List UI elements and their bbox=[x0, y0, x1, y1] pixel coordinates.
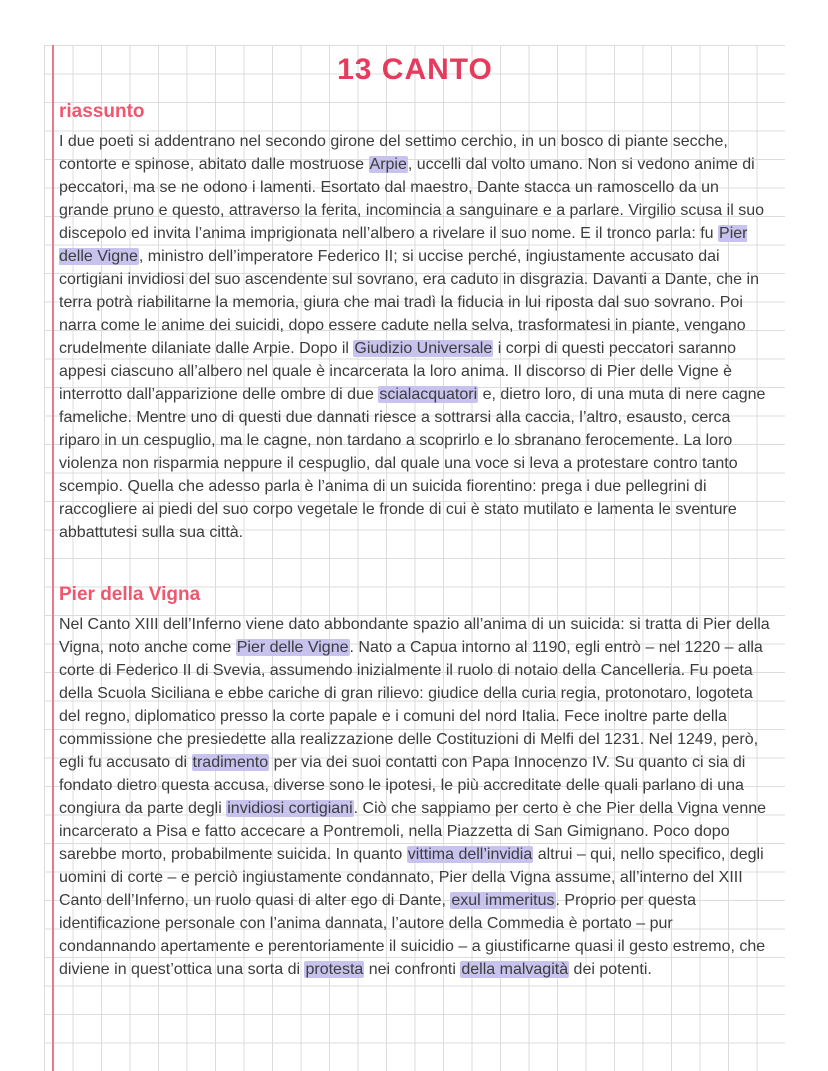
plain-text: . Proprio per questa identificazione personale con l’anima dannata, l’autore della Commedia è portato – pur condannando apertamente e perentoriamente il suicidio – a giustificarne quasi il gesto estremo, che diviene in quest’ottica una sorta di bbox=[59, 892, 766, 978]
plain-text: nei confronti bbox=[364, 961, 461, 978]
highlighted-text: Pier delle Vigne bbox=[236, 639, 349, 656]
plain-text: per via dei suoi contatti con Papa Innocenzo IV. Su quanto ci sia di fondato dietro questa accusa, diverse sono le ipotesi, le più accreditate delle quali parlano di una congiura da parte degli bbox=[59, 754, 746, 817]
plain-text: e, dietro loro, di una muta di nere cagne fameliche. Mentre uno di questi due dannati riesce a sottrarsi alla caccia, l’altro, esausto, cerca riparo in un cespuglio, ma le cagne, non tardano a scoprirlo e lo sbranano ferocemente. La loro violenza non risparmia neppure il cespuglio, dal quale una voce si leva a protestare contro tanto scempio. Quella che adesso parla è l’anima di un suicida fiorentino: prega i due pellegrini di raccogliere ai piedi del suo corpo vegetale le fronde di cui è stato mutilato e lamenta le sventure abbattutesi sulla sua città. bbox=[59, 386, 766, 541]
plain-text: i corpi di questi peccatori saranno appesi ciascuno all’albero nel quale è incarcerata la loro anima. Il discorso di Pier delle Vigne è interrotto dall’apparizione delle ombre di due bbox=[59, 340, 737, 403]
highlighted-text: Giudizio Universale bbox=[354, 340, 493, 357]
section-heading-riassunto: riassunto bbox=[59, 101, 145, 122]
riassunto-paragraph bbox=[59, 130, 771, 544]
plain-text: , ministro dell’imperatore Federico II; si uccise perché, ingiustamente accusato dai cortigiani invidiosi del suo ascendente sul sovrano, era caduto in disgrazia. Davanti a Dante, che in terra potrà riabilitarne la memoria, giura che mai tradì la fiducia in lui riposta dal suo sovrano. Poi narra come le anime dei suicidi, dopo essere cadute nella selva, trasformatesi in piante, vengano crudelmente dilaniate dalle Arpie. Dopo il bbox=[59, 248, 759, 357]
highlighted-text: invidiosi cortigiani bbox=[227, 800, 353, 817]
plain-text: I due poeti si addentrano nel secondo girone del settimo cerchio, in un bosco di piante secche, contorte e spinose, abitato dalle mostruose bbox=[59, 133, 728, 173]
note-page bbox=[44, 45, 785, 1071]
plain-text: , uccelli dal volto umano. Non si vedono anime di peccatori, ma se ne odono i lamenti. Esortato dal maestro, Dante stacca un ramoscello da un grande pruno e questo, attraverso la ferita, incomincia a sanguinare e a parlare. Virgilio scusa il suo discepolo ed invita l’anima imprigionata nell’albero a rivelare il suo nome. E il tronco parla: fu bbox=[59, 156, 764, 242]
margin-line bbox=[52, 45, 54, 1071]
plain-text: dei potenti. bbox=[569, 961, 652, 978]
section-riassunto bbox=[59, 101, 771, 544]
highlighted-text: Pier delle Vigne bbox=[59, 225, 748, 265]
plain-text: . Ciò che sappiamo per certo è che Pier della Vigna venne incarcerato a Pisa e fatto accecare a Pontremoli, nella Piazzetta di San Gimignano. Poco dopo sarebbe morto, probabilmente suicida. In quanto bbox=[59, 800, 767, 863]
highlighted-text: protesta bbox=[305, 961, 364, 978]
highlighted-text: della malvagità bbox=[461, 961, 569, 978]
section-pier-della-vigna bbox=[59, 584, 771, 981]
highlighted-text: scialacquatori bbox=[379, 386, 478, 403]
highlighted-text: Arpie bbox=[369, 156, 407, 173]
highlighted-text: exul immeritus bbox=[451, 892, 555, 909]
pier-della-vigna-paragraph bbox=[59, 613, 771, 981]
page-title: 13 CANTO bbox=[337, 53, 493, 86]
plain-text: altrui – qui, nello specifico, degli uomini di corte – e perciò ingiustamente condannato, Pier della Vigna assume, all’interno del XIII Canto dell’Inferno, un ruolo quasi di alter ego di Dante, bbox=[59, 846, 764, 909]
highlighted-text: tradimento bbox=[192, 754, 269, 771]
section-heading-pier-della-vigna: Pier della Vigna bbox=[59, 584, 201, 605]
plain-text: . Nato a Capua intorno al 1190, egli entrò – nel 1220 – alla corte di Federico II di Svevia, assumendo inizialmente il ruolo di notaio della Cancelleria. Fu poeta della Scuola Siciliana e ebbe cariche di gran rilievo: giudice della curia regia, protonotaro, logoteta del regno, diplomatico presso la corte papale e i comuni del nord Italia. Fece inoltre parte della commissione che presiedette alla realizzazione delle Costituzioni di Melfi del 1231. Nel 1249, però, egli fu accusato di bbox=[59, 639, 763, 771]
highlighted-text: vittima dell’invidia bbox=[407, 846, 533, 863]
plain-text: Nel Canto XIII dell’Inferno viene dato abbondante spazio all’anima di un suicida: si tratta di Pier della Vigna, noto anche come bbox=[59, 616, 770, 656]
